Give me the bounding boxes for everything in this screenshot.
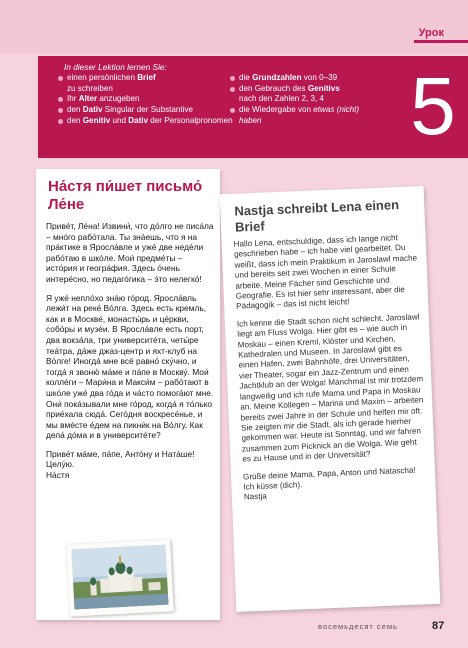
objective-item: Ihr Alter anzugeben <box>58 94 238 105</box>
russian-letter-title: На́стя пи́шет письмо́ Ле́не <box>48 178 203 213</box>
letter-paragraph: Я уже́ непло́хо зна́ю го́род. Яросла́вль лежи́т на реке́ Во́лга. Здесь есть кремль, как и в Москве́, монасты́рь и це́ркви, собо́ры и музе́и. В Яросла́вле есть порт, два вокза́ла, три университе́та, четы́ре теа́тра, да́же джаз-центр и яхт-клуб на Во́лге! Иногда́ мне всё равно́ ску́чно, и тогда́ я звоню́ ма́ме и па́пе в Москву́. Мои́ колле́ги – Мари́на и Макси́м – рабо́тают в шко́ле уже́ два го́да и ча́сто помога́ют мне. Они́ пока́зывали мне го́род, когда́ я то́лько прие́хала сюда́. Сего́дня воскресе́нье, и мы вме́сте е́дем на пикни́к на Во́лгу. Как дела́ до́ма и в университе́те? <box>46 292 214 441</box>
german-letter-body <box>234 232 428 503</box>
unit-label: Урок <box>418 27 444 39</box>
german-letter-card <box>220 186 441 612</box>
objectives-left-list <box>58 73 238 127</box>
unit-bar <box>414 40 468 43</box>
objective-item: den Gebrauch des Genitivs nach den Zahlen 2, 3, 4 <box>230 84 380 105</box>
page-number-words: восемьдесят семь <box>318 622 398 631</box>
unit-number: 5 <box>410 61 456 152</box>
letter-signature: Nastja <box>243 491 267 502</box>
header-band <box>0 0 468 54</box>
bullet-icon <box>230 76 235 81</box>
bullet-icon <box>58 97 63 102</box>
objectives-intro: In dieser Lektion lernen Sie: <box>64 62 167 72</box>
objective-item: die Grundzahlen von 0–39 <box>230 73 380 84</box>
bullet-icon <box>58 108 63 113</box>
objective-item: einen persönlichen Brief zu schreiben <box>58 73 238 94</box>
letter-paragraph: Ich kenne die Stadt schon nicht schlecht. Jaroslawl liegt am Fluss Wolga. Hier gibt es – wie auch in Moskau – einen Kreml, Klöster und Kirchen, Kathedralen und Museen. In Jaroslawl gibt es einen Hafen, zwei Bahnhöfe, drei Universitäten, vier Theater, sogar ein Jazz-Zentrum und einen Jachtklub an der Wolga! Manchmal ist mir trotzdem langweilig und ich rufe Mama und Papa in Moskau an. Meine Kollegen – Marina und Maxim – arbeiten bereits zwei Jahre in der Schule und helfen mir oft. Sie zeigten mir die Stadt, als ich gerade hierher gekommen war. Heute ist Sonntag, und wir fahren zusammen zum Picknick an die Wolga. Wie geht es zu Hause und in der Universität? <box>236 312 424 464</box>
bullet-icon <box>230 87 235 92</box>
letter-paragraph: Приве́т, Ле́на! Извини́, что до́лго не писа́ла – мно́го рабо́тала. Ты зна́ешь, что я на пра́ктике в Яросла́вле и уже́ две неде́ли рабо́таю в шко́ле. Мои́ предме́ты – исто́рия и геогра́фия. Здесь о́чень интере́сно, но педаго́гика – э́то нелегко́! <box>46 221 214 284</box>
letter-greeting: Grüße deine Mama, Papa, Anton und Natascha! <box>242 465 416 482</box>
objective-item: die Wiedergabe von etwas (nicht) haben <box>230 105 380 126</box>
russian-letter-body <box>46 221 214 481</box>
letter-paragraph: Hallo Lena, entschuldige, dass ich lange nicht geschrieben habe – ich habe viel gearbeitet. Du weißt, dass ich mein Praktikum in Jaroslawl mache und bereits seit zwei Wochen in einer Schule arbeite. Meine Fächer sind Geschichte und Geografie. Es ist hier sehr interessant, aber die Pädagogik – das ist nicht leicht! <box>233 233 418 312</box>
bullet-icon <box>230 108 235 113</box>
letter-closing: Ich küsse (dich). <box>243 480 303 492</box>
objective-item: den Genitiv und Dativ der Personalpronomen <box>58 116 238 127</box>
objective-item: den Dativ Singular der Substantive <box>58 105 238 116</box>
bullet-icon <box>58 119 63 124</box>
bullet-icon <box>58 76 63 81</box>
yaroslavl-photo <box>66 539 174 616</box>
german-letter-title: Nastja schreibt Lena einen Brief <box>234 197 400 235</box>
lesson-objectives-box <box>38 56 468 158</box>
letter-signature: На́стя <box>46 470 70 481</box>
objectives-right-list <box>230 73 380 127</box>
letter-greeting: Приве́т ма́ме, па́пе, Анто́ну и Ната́ше! <box>46 448 195 459</box>
page-number: 87 <box>432 620 445 632</box>
letter-closing: Целу́ю. <box>46 459 75 470</box>
yaroslavl-church-image <box>66 539 174 616</box>
